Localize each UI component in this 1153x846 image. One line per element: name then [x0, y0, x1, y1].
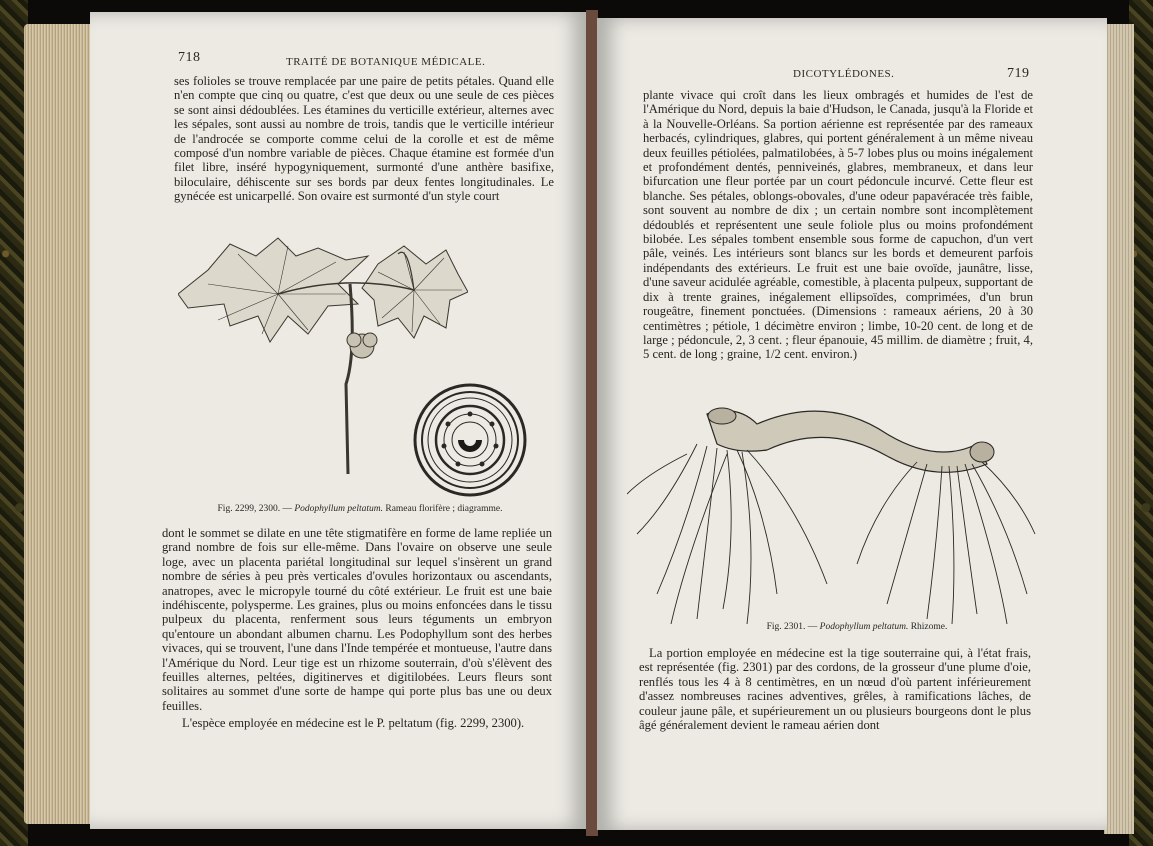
left-page — [90, 12, 588, 829]
left-figure-caption — [160, 504, 560, 514]
right-caption-suffix: Rhizome. — [910, 622, 948, 632]
figure-rhizome — [627, 394, 1037, 624]
left-caption-species: Podophyllum peltatum. — [294, 504, 383, 514]
left-caption-prefix: Fig. 2299, 2300. — — [217, 504, 292, 514]
right-paragraph-top: plante vivace qui croît dans les lieux ombragés et humides de l'est de l'Amérique du Nord, depuis la baie d'Hudson, le Canada, jusqu'à la Floride et à la Nouvelle-Orléans. Sa portion aérienne est représentée par des rameaux herbacés, cylindriques, glabres, qui portent généralement à un même niveau deux feuilles pétiolées, palmatilobées, à 5-7 lobes plus ou moins inégalement et profondément dentés, penniveinés, glabres, membraneux, et dans leur bifurcation une fleur portée par un court pédoncule incurvé. Cette fleur est blanche. Ses pétales, oblongs-obovales, d'une odeur papavéracée très faible, sont souvent au nombre de dix ; un certain nombre sont incomplètement dédoublés et représentent une seule foliole plus ou moins profondément bilobée. Les sépales tombent ensemble sous forme de capuchon, d'un vert pâle, veinés. Les intérieurs sont blancs sur les bords et demeurent parfois indépendants des extérieurs. Le fruit est une baie ovoïde, jaunâtre, lisse, d'une saveur acidulée agréable, comestible, à placenta pulpeux, supportant de dix à trente graines, inégalement ellipsoïdes, comprimées, d'un brun rougeâtre, finement ponctuées. (Dimensions : rameaux aériens, 20 à 30 centimètres ; pétiole, 1 décimètre environ ; limbe, 10-20 cent. de long et de large ; pédoncule, 2, 3 cent. ; fleur épanouie, 45 millim. de diamètre ; fruit, 4, 5 cent. de long ; graine, 1/2 cent. environ.) — [643, 88, 1033, 362]
figure-floral-diagram — [410, 380, 530, 500]
left-paragraph-top: ses folioles se trouve remplacée par une paire de petits pétales. Quand elle n'en compte que cinq ou quatre, c'est que deux ou une seule de ces pièces se sont ainsi dédoublées. Les étamines du verticille extérieur, alternes avec les sépales, sont aussi au nombre de trois, tandis que le verticille intérieur de l'androcée se comporte comme celui de la corolle et est de même composé d'un nombre variable de pièces. Chaque étamine est formée d'un filet libre, inséré hypogyniquement, surmonté d'une anthère basifixe, biloculaire, déhiscente sur ses bords par deux fentes longitudinales. Le gynécée est unicarpellé. Son ovaire est surmonté d'un style court — [174, 74, 554, 204]
right-page-number: 719 — [1007, 66, 1030, 81]
left-caption-suffix: Rameau florifère ; diagramme. — [385, 504, 503, 514]
left-running-head: TRAITÉ DE BOTANIQUE MÉDICALE. — [286, 56, 486, 68]
right-caption-prefix: Fig. 2301. — — [766, 622, 818, 632]
right-running-head: DICOTYLÉDONES. — [793, 68, 895, 80]
page-edges-left — [24, 24, 94, 824]
left-page-number: 718 — [178, 50, 201, 65]
right-caption-species: Podophyllum peltatum. — [819, 622, 909, 632]
left-paragraph-last: L'espèce employée en médecine est le P. peltatum (fig. 2299, 2300). — [182, 716, 525, 730]
page-edges-right — [1104, 24, 1134, 834]
right-paragraph-bottom: La portion employée en médecine est la tige souterraine qui, à l'état frais, est représentée (fig. 2301) par des cordons, de la grosseur d'une plume d'oie, renflés tous les 4 à 8 centimètres, en un nœud d'où partent inférieurement d'assez nombreuses racines adventives, grêles, à ramifications lâches, de couleur jaune pâle, et supérieurement un ou plusieurs bourgeons dont le plus âgé généralement devient le rameau aérien dont — [639, 646, 1031, 733]
left-paragraph-bottom: dont le sommet se dilate en une tête stigmatifère en forme de lame repliée un grand nombre de fois sur elle-même. Dans l'ovaire on observe une seule loge, avec un placenta pariétal longitudinal sur lequel s'insèrent un grand nombre de séries à peu près verticales d'ovules horizontaux ou ascendants, anatropes, avec le micropyle tourné du côté extérieur. Le fruit est une baie indéhiscente, polysperme. Les graines, plus ou moins enfoncées dans le tissu pulpeux du placenta, renferment sous leurs téguments un embryon qu'entoure un abondant albumen charnu. Les Podophyllum sont des herbes vivaces, qui se trouvent, l'une dans l'Inde tempérée et montueuse, l'autre dans l'Amérique du Nord. Leur tige est un rhizome souterrain, d'où s'élèvent des feuilles alternes, peltées, digitinerves et digitilobées. Leurs fleurs sont solitaires au sommet d'une sorte de hampe qui porte plus bas une ou deux feuilles. — [162, 526, 552, 713]
right-figure-caption — [657, 622, 1057, 632]
right-page — [597, 18, 1107, 830]
